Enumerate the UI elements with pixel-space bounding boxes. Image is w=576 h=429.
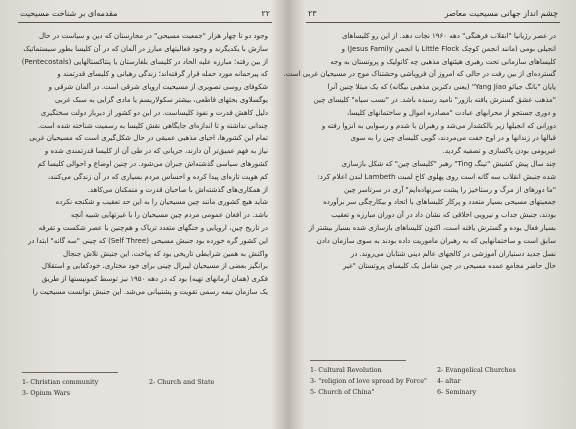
text-line: سازش با یکدیگرند و وجود فعالیتهای مبارز در آلمان که در آن کلیسا بطور سیستماتیک: [23, 44, 268, 53]
left-running-title: مقدمه‌ای بر شناخت مسیحیت: [20, 9, 118, 18]
text-line: سابق است و ساختمانهایی که به رهبران ماموریت داده بودند به سوی سازمان دادن: [316, 236, 556, 245]
text-line: نیاز به فهم عمیق‌تر آن دارند، جریانی که در طی آن از کلیسا قدرتمندی شده و: [44, 147, 268, 156]
text-line: و دوری جستجو از محرابهای عبادت "مصادره اموال و ساختمانهای کلیسا،: [347, 108, 556, 117]
text-line: چندانی نداشته و تا اندازه‌ای جایگاهی نقش کلیسا به رسمیت شناخته شده است.: [37, 121, 268, 130]
text-line: دلیل کاهش قدرت و نفوذ کلیساست. در این دو کشور از دیرباز دولت سختگیری: [40, 108, 268, 117]
text-line: فکری (همان آرمانهای تهیه) بود که در دهه ۱۹۵۰ نیز توسط کمونیستها از طریق: [41, 275, 268, 284]
footnote: 6- Seminary: [437, 388, 477, 396]
text-line: شده جنبش انقلاب سه گانه است روی پهلوی کاخ لمبت Lambeth لندن اعلام کرد:: [317, 172, 556, 181]
footnote: 5- Church of China": [310, 388, 375, 396]
text-line: حال حاضر مجامع عمده مسیحی در چین شامل یک کلیسای پروتستان "غیر: [343, 262, 556, 271]
text-line: بسیار فعال بوده و گسترش یافته است، اکنون کلیساهای بازسازی شده بسیار بیشتر از: [308, 223, 556, 232]
right-page: [283, 0, 576, 429]
text-line: گسترده‌ای از بین رفت در حالی که امروز آن فروپاشی وحشتناک موج در مسیحیان غربی است.: [283, 70, 556, 79]
text-line: چند سال پیش کشیش "تینگ Ting" رهبر "کلیسای چین" که شکل بازسازی: [341, 159, 556, 168]
text-line: تمام این کشور‌ها، احیای مذهبی عمیقی در حال شکل‌گیری است که مسیحیان غربی: [29, 134, 268, 143]
footnote: 3- "religion of love spread by Force": [310, 377, 427, 385]
right-footnotes: [310, 360, 556, 398]
footnote: 1- Christian community: [22, 378, 99, 386]
text-line: نسل جدید دستیاران آموزشی در کالجهای عالم دینی شتابان می‌روند. در: [350, 249, 556, 258]
footnote-rule: [310, 360, 406, 361]
text-line: در عصر رژیانیا "انقلاب فرهنگی" دهه ۱۹۶۰ نجات دهد. از این رو کلیساهای: [342, 32, 556, 40]
text-line: کم هویت تازه‌ای پیدا کرده و احساس مردم بسیاری که در آن زندگی می‌کنند،: [47, 172, 268, 181]
text-line: دورانی که انجیلها زیر بالکشدار می‌شد و رهبران با شدم و رسوایی به انزوا رفته و: [321, 121, 556, 130]
text-line: یک سازمان نیمه رسمی تقویت و پشتیبانی می‌شد. این جنبش توانست مسیحیت را: [32, 287, 268, 296]
text-line: واکنش به همین شرایطی تاریخی بود که پیاخت، این جنبش تلاش جنجال: [63, 249, 268, 258]
footnote: 2- Evangelical Churches: [437, 366, 516, 374]
footnote-rule: [22, 372, 118, 373]
right-page-header: [306, 6, 560, 23]
text-line: "ما دورهای از مرگ و رستاخیز را پشت سرنهاده‌ایم" آری در سرتاسر چین: [344, 185, 556, 194]
text-line: قبالها در زندانها و در اوج خفت می‌مردند، گویی کلیسای چین را به سوی: [350, 134, 556, 143]
text-line: این کشور گره خورده بود جنبش مسیحی (Self Three) که چینی "سه گانه" ابتدا در: [27, 236, 268, 245]
right-page-number: ۲۳: [308, 9, 317, 18]
left-body-text: [22, 30, 268, 299]
footnote: 4- altar: [437, 377, 461, 385]
text-line: کلیساهای سازمانی تحت رهبری هیئتهای مذهبی چه کاتولیک و پروتستان به وجه: [330, 57, 556, 66]
footnote: 1- Cultural Revolution: [310, 366, 382, 374]
text-line: جمعیتهای مسیحی بسیار متعدد و پرکار کلیساهای با اتحاد و بیکارچگی سر برآورده: [323, 198, 556, 207]
text-line: "مذهب عشق گسترش یافته بازور" نامید رسیده باشد. در "نسب سیاه" کلیسای چین: [313, 95, 556, 104]
text-line: پایان "بانگ جیائو Yang Jiao" (یعنی دکترین مذهبی بیگانه) که یک مبتلا چنین آنرا: [327, 83, 556, 92]
right-running-title: چشم انداز جهانی مسیحیت معاصر: [444, 9, 558, 18]
text-line: که پیرحمانه مورد حمله قرار گرفته‌اند؛ زندگی رهبانی و کلیسای قدرتمند و: [57, 70, 268, 79]
text-line: باشد. در افغان عمومی مردم چین مسیحیان را با غیرتهایی شبیه آنچه: [70, 211, 268, 220]
text-line: وجود دو تا چهار هزار "جمعیت مسیحی" در مجارستان که دین و سیاست در حال: [38, 32, 268, 40]
text-line: بودند، جنبش جداب و نیرویی اخلاقی که نشان داد در آن دوران مبارزه و تعقیب: [331, 211, 556, 220]
footnote: 2- Church and State: [149, 378, 215, 386]
left-page-header: [18, 6, 272, 23]
right-body-text: [283, 30, 556, 273]
text-line: انجیلی بومی (مانند انجمن کوچک Little Flock یا انجمن Jesus Family) و: [341, 44, 556, 53]
text-line: از بین رفته؛ مبارزه علیه الحاد در کلیسای بلغارستان یا پنتاکستالهایی (Pentecostals): [21, 57, 268, 66]
text-line: شاید هیچ کشوری مانند چین مسیحیان را به این حد تعقیب و شکنجه نکرده: [55, 198, 268, 207]
left-page-number: ۲۲: [261, 9, 270, 18]
text-line: یوگسلاوی بحثهای قاطعی، بیشتر سکولاریسم یا مادی گرایی به سبک غربی: [55, 95, 268, 104]
text-line: از همکاری‌های گذشته‌اش با صاحبان قدرت و متمکنان می‌کاهد.: [87, 185, 268, 194]
text-line: در تاریخ چین، اروپایی و جنگهای متعدد تریاک و هم‌چنین با عصر شکست و تفرقه: [38, 223, 268, 232]
left-footnotes: [22, 372, 268, 399]
footnote: 3- Opium Wars: [22, 389, 70, 397]
text-line: غیربومی بودن پاکسازی و تصفیه گردید.: [442, 147, 556, 156]
text-line: کشورهای سیاسی گذشته‌اش جبران می‌شود. در چنین اوضاع و احوالی کلیسا کم: [37, 159, 268, 168]
text-line: شکوفای روسی تصویری از مسیحیت اروپای شرقی است. در آلمان شرقی و: [48, 83, 268, 92]
text-line: برانگیز بعضی از مسیحیان لیبرال چینی برای خود مختاری، خودکفایی و استقلال: [41, 262, 268, 271]
